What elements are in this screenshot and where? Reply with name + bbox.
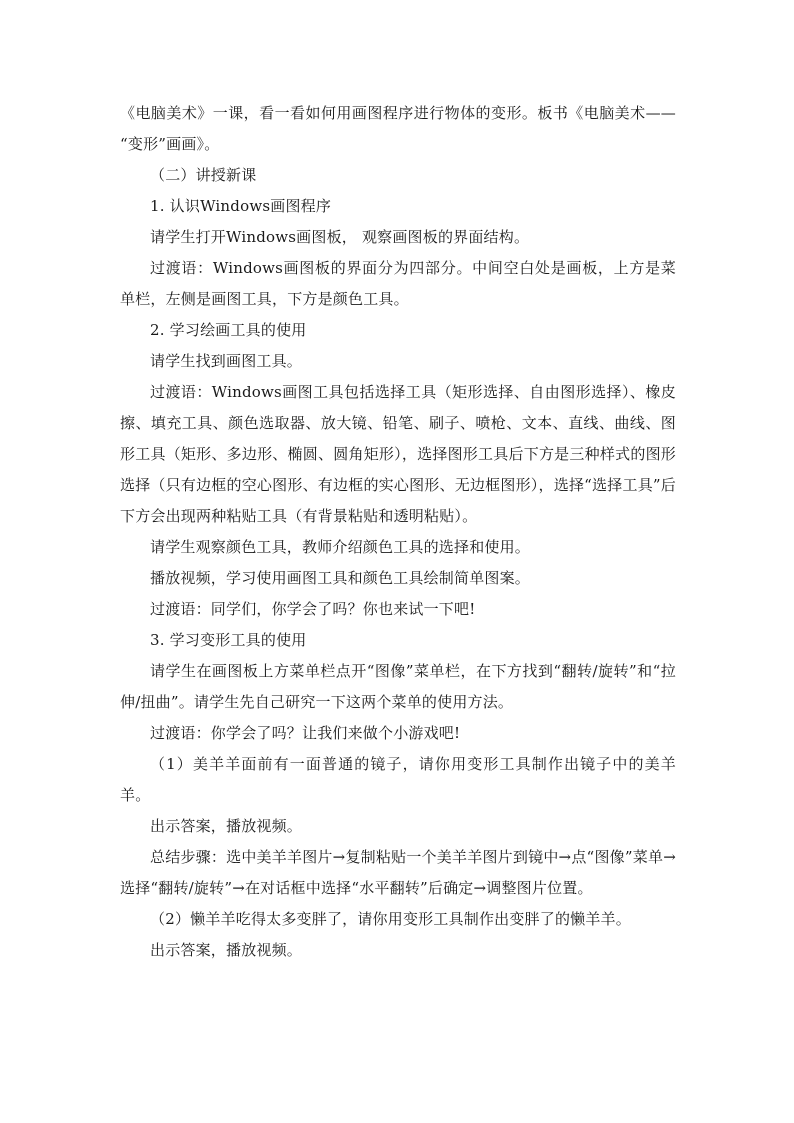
paragraph: 过渡语：Windows画图板的界面分为四部分。中间空白处是画板，上方是菜单栏，左侧是画图工具，下方是颜色工具。 bbox=[120, 259, 676, 308]
section-heading-new-lesson: （二）讲授新课 bbox=[150, 166, 257, 184]
paragraph-summary-steps: 总结步骤：选中美羊羊图片→复制粘贴一个美羊羊图片到镜中→点“图像”菜单→选择“翻转/旋转”→在对话框中选择“水平翻转”后确定→调整图片位置。 bbox=[120, 848, 676, 897]
paragraph-task-2: （2）懒羊羊吃得太多变胖了，请你用变形工具制作出变胖了的懒羊羊。 bbox=[150, 910, 631, 928]
paragraph-intro: 《电脑美术》一课，看一看如何用画图程序进行物体的变形。板书《电脑美术—— “变形”画画》。 bbox=[120, 104, 676, 153]
paragraph: 出示答案，播放视频。 bbox=[150, 941, 303, 959]
subheading-step-3: 3. 学习变形工具的使用 bbox=[150, 631, 307, 649]
paragraph: 请学生在画图板上方菜单栏点开“图像”菜单栏，在下方找到“翻转/旋转”和“拉伸/扭曲”。请学生先自己研究一下这两个菜单的使用方法。 bbox=[120, 662, 676, 711]
paragraph: 过渡语：同学们，你学会了吗？你也来试一下吧! bbox=[150, 600, 476, 618]
subheading-step-1: 1. 认识Windows画图程序 bbox=[150, 197, 332, 215]
paragraph: 请学生打开Windows画图板， 观察画图板的界面结构。 bbox=[150, 228, 530, 246]
paragraph: 请学生观察颜色工具，教师介绍颜色工具的选择和使用。 bbox=[150, 538, 531, 556]
subheading-step-2: 2. 学习绘画工具的使用 bbox=[150, 321, 307, 339]
document-body bbox=[120, 98, 676, 966]
paragraph-task-1: （1）美羊羊面前有一面普通的镜子，请你用变形工具制作出镜子中的美羊羊。 bbox=[120, 755, 676, 804]
paragraph: 出示答案，播放视频。 bbox=[150, 817, 303, 835]
paragraph: 过渡语：Windows画图工具包括选择工具（矩形选择、自由图形选择）、橡皮擦、填充工具、颜色选取器、放大镜、铅笔、刷子、喷枪、文本、直线、曲线、图形工具（矩形、多边形、椭圆、圆角矩形），选择图形工具后下方是三种样式的图形选择（只有边框的空心图形、有边框的实心图形、无边框图形），选择“选择工具”后下方会出现两种粘贴工具（有背景粘贴和透明粘贴）。 bbox=[120, 383, 676, 525]
paragraph: 请学生找到画图工具。 bbox=[150, 352, 303, 370]
paragraph: 过渡语：你学会了吗？让我们来做个小游戏吧! bbox=[150, 724, 461, 742]
paragraph: 播放视频，学习使用画图工具和颜色工具绘制简单图案。 bbox=[150, 569, 531, 587]
